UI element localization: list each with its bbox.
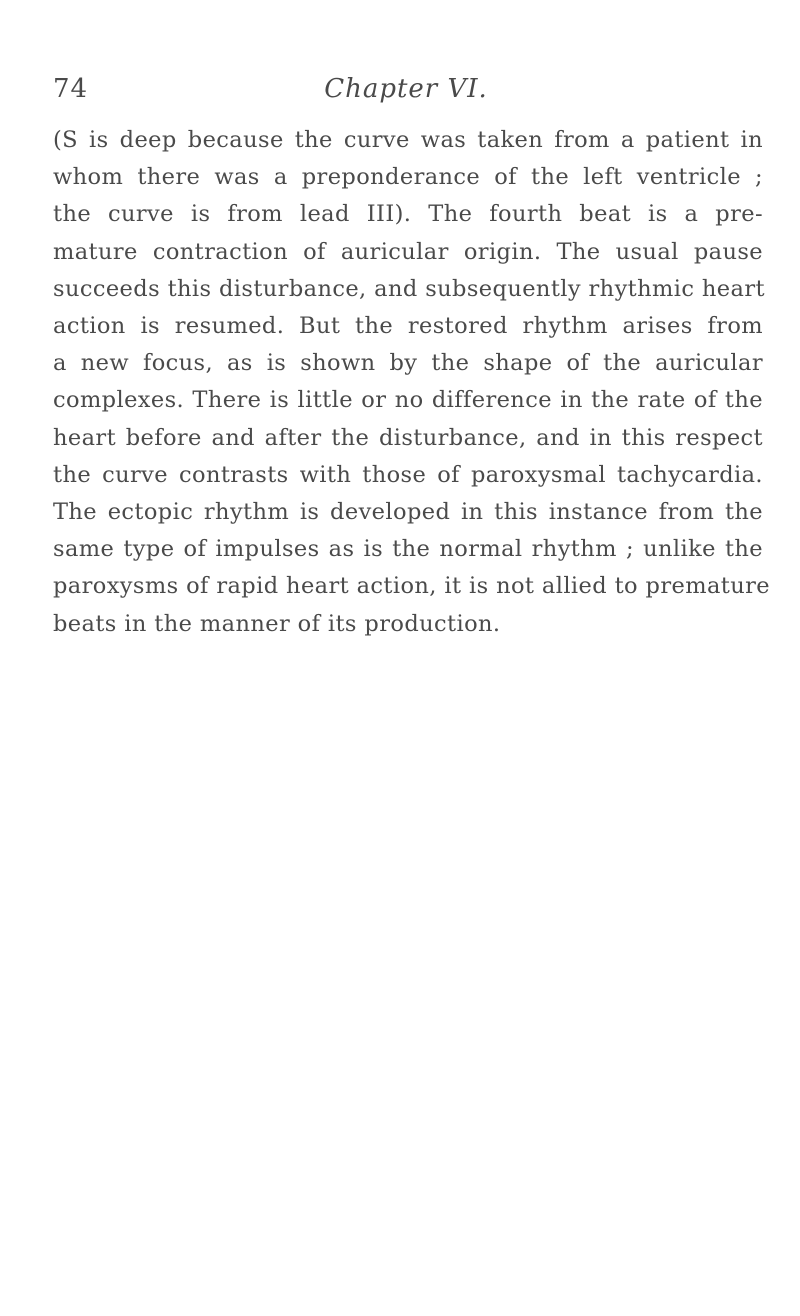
text-line: same type of impulses as is the normal rhythm ; unlike the (53, 536, 763, 563)
text-line: paroxysms of rapid heart action, it is not allied to premature (53, 573, 770, 600)
text-line: the curve contrasts with those of paroxysmal tachycardia. (53, 461, 763, 488)
text-line: succeeds this disturbance, and subsequently rhythmic heart (53, 275, 765, 302)
text-line: complexes. There is little or no difference in the rate of the (53, 387, 763, 414)
running-head (53, 74, 759, 110)
text-line: a new focus, as is shown by the shape of the auricular (53, 350, 763, 377)
body-paragraph (53, 122, 770, 643)
text-line: the curve is from lead III). The fourth beat is a pre- (53, 201, 763, 228)
text-line: heart before and after the disturbance, and in this respect (53, 424, 763, 451)
text-line: (S is deep because the curve was taken from a patient in (53, 127, 763, 153)
text-line: action is resumed. But the restored rhythm arises from (53, 313, 763, 340)
text-line: beats in the manner of its production. (53, 610, 501, 637)
chapter-title: Chapter VI. (324, 74, 488, 104)
page-number: 74 (53, 74, 89, 104)
text-line: whom there was a preponderance of the left ventricle ; (53, 164, 763, 191)
text-line: mature contraction of auricular origin. The usual pause (53, 238, 763, 265)
text-line: The ectopic rhythm is developed in this instance from the (53, 499, 763, 526)
